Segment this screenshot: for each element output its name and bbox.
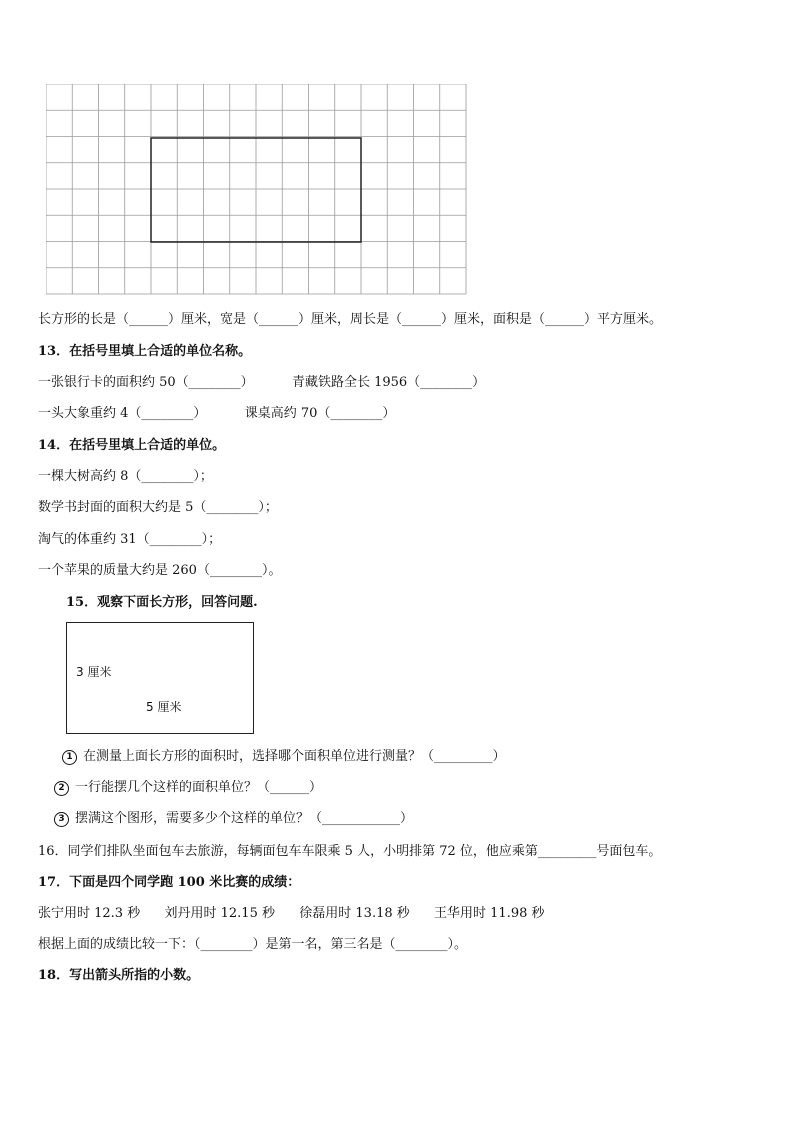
q15-rectangle: [66, 622, 254, 734]
q14-line-tree: 一棵大树高约 8（________）；: [38, 469, 213, 484]
q13-railway: 青藏铁路全长 1956（________）: [291, 375, 486, 390]
q13-row-2: [38, 405, 395, 423]
q13-bank-card: 一张银行卡的面积约 50（________）: [38, 375, 254, 390]
q17-results: [38, 905, 545, 923]
q13-title: 13．在括号里填上合适的单位名称。: [38, 344, 252, 359]
grid-question-line: 长方形的长是（______）厘米，宽是（______）厘米，周长是（______）厘米，面积是（______）平方厘米。: [38, 312, 663, 327]
q15-sub-1: 1 在测量上面长方形的面积时，选择哪个面积单位进行测量？（_________）: [62, 748, 506, 766]
q15-title: 15．观察下面长方形，回答问题.: [66, 595, 258, 610]
q17-result-xulei: 徐磊用时 13.18 秒: [299, 906, 410, 921]
q17-result-wanghua: 王华用时 11.98 秒: [434, 906, 545, 921]
q15-height-label: 3 厘米: [76, 665, 112, 679]
q18-title: 18．写出箭头所指的小数。: [38, 968, 200, 983]
q14-line-book: 数学书封面的面积大约是 5（________）；: [38, 500, 278, 515]
q13-desk: 课桌高约 70（________）: [244, 406, 396, 421]
q14-line-weight: 淘气的体重约 31（________）；: [38, 532, 222, 547]
q13-row-1: [38, 374, 485, 392]
q17-question: 根据上面的成绩比较一下：（________）是第一名，第三名是（________）。: [38, 937, 468, 952]
circled-number-1: 1: [62, 750, 77, 765]
q16-text: 16．同学们排队坐面包车去旅游，每辆面包车车限乘 5 人，小明排第 72 位，他应乘第_________号面包车。: [38, 844, 662, 859]
q17-result-zhangning: 张宁用时 12.3 秒: [38, 906, 141, 921]
q15-sub-3: 3 摆满这个图形，需要多少个这样的单位？（____________）: [54, 810, 413, 828]
q17-title: 17．下面是四个同学跑 100 米比赛的成绩：: [38, 875, 301, 890]
q14-line-apple: 一个苹果的质量大约是 260（________）。: [38, 563, 282, 578]
q15-sub-2: 2 一行能摆几个这样的面积单位？（______）: [54, 779, 322, 797]
q17-result-liudan: 刘丹用时 12.15 秒: [164, 906, 275, 921]
grid-figure: [46, 84, 470, 296]
circled-number-3: 3: [54, 812, 69, 827]
q13-elephant: 一头大象重约 4（________）: [38, 406, 207, 421]
circled-number-2: 2: [54, 781, 69, 796]
q14-title: 14．在括号里填上合适的单位。: [38, 438, 226, 453]
q15-width-label: 5 厘米: [146, 700, 182, 714]
